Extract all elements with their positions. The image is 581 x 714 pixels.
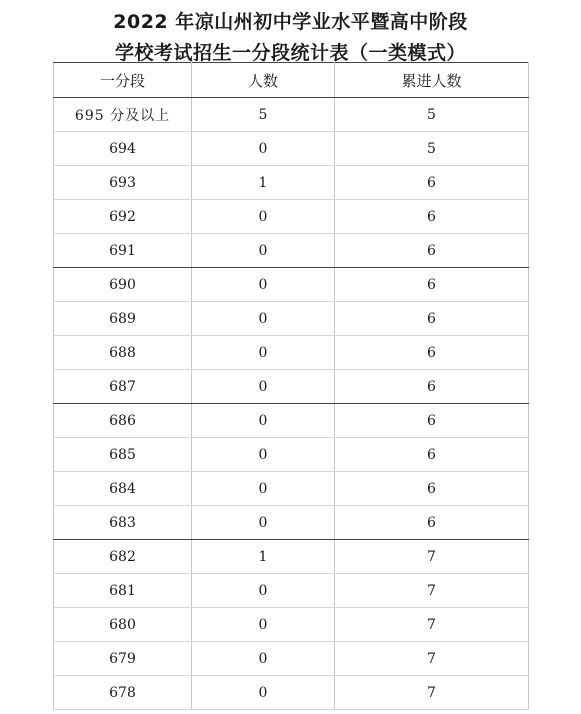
score-cell: 689 (54, 302, 192, 336)
document-title-line-2: 学校考试招生一分段统计表（一类模式） (114, 42, 466, 64)
table-row (54, 132, 529, 166)
table-row (54, 268, 529, 302)
count-cell: 0 (192, 472, 335, 506)
cumulative-cell: 6 (335, 438, 529, 472)
cumulative-cell: 5 (335, 132, 529, 166)
table-header-row (54, 63, 529, 98)
table-row (54, 234, 529, 268)
score-cell: 687 (54, 370, 192, 404)
cumulative-cell: 7 (335, 642, 529, 676)
score-cell: 694 (54, 132, 192, 166)
table-row (54, 200, 529, 234)
count-cell: 0 (192, 336, 335, 370)
cumulative-cell: 6 (335, 234, 529, 268)
score-cell: 686 (54, 404, 192, 438)
count-cell: 1 (192, 166, 335, 200)
score-distribution-table (53, 62, 529, 710)
table-row (54, 302, 529, 336)
cumulative-cell: 5 (335, 98, 529, 132)
score-cell: 680 (54, 608, 192, 642)
header-count: 人数 (192, 63, 335, 98)
table-row (54, 370, 529, 404)
header-score-segment: 一分段 (54, 63, 192, 98)
cumulative-cell: 6 (335, 302, 529, 336)
score-cell: 685 (54, 438, 192, 472)
table-row (54, 574, 529, 608)
count-cell: 0 (192, 234, 335, 268)
table-row (54, 676, 529, 710)
count-cell: 1 (192, 540, 335, 574)
count-cell: 0 (192, 200, 335, 234)
score-cell: 690 (54, 268, 192, 302)
count-cell: 0 (192, 438, 335, 472)
score-cell: 683 (54, 506, 192, 540)
count-cell: 0 (192, 302, 335, 336)
table-row (54, 608, 529, 642)
score-cell: 682 (54, 540, 192, 574)
count-cell: 0 (192, 506, 335, 540)
cumulative-cell: 7 (335, 574, 529, 608)
header-cumulative-count: 累进人数 (335, 63, 529, 98)
cumulative-cell: 6 (335, 404, 529, 438)
cumulative-cell: 6 (335, 166, 529, 200)
cumulative-cell: 6 (335, 336, 529, 370)
score-cell: 692 (54, 200, 192, 234)
count-cell: 0 (192, 370, 335, 404)
count-cell: 0 (192, 268, 335, 302)
cumulative-cell: 6 (335, 268, 529, 302)
count-cell: 0 (192, 608, 335, 642)
score-cell: 693 (54, 166, 192, 200)
cumulative-cell: 7 (335, 608, 529, 642)
table-row (54, 506, 529, 540)
table-row (54, 404, 529, 438)
count-cell: 0 (192, 642, 335, 676)
count-cell: 5 (192, 98, 335, 132)
score-cell: 679 (54, 642, 192, 676)
count-cell: 0 (192, 574, 335, 608)
cumulative-cell: 7 (335, 676, 529, 710)
table-row (54, 642, 529, 676)
score-cell: 695 分及以上 (54, 98, 192, 132)
score-cell: 691 (54, 234, 192, 268)
table-row (54, 540, 529, 574)
document-title-line-1: 2022 年凉山州初中学业水平暨高中阶段 (113, 11, 468, 33)
table-row (54, 438, 529, 472)
cumulative-cell: 7 (335, 540, 529, 574)
table-row (54, 98, 529, 132)
count-cell: 0 (192, 676, 335, 710)
cumulative-cell: 6 (335, 370, 529, 404)
score-cell: 684 (54, 472, 192, 506)
table-row (54, 166, 529, 200)
cumulative-cell: 6 (335, 472, 529, 506)
score-cell: 681 (54, 574, 192, 608)
count-cell: 0 (192, 404, 335, 438)
score-cell: 678 (54, 676, 192, 710)
table-row (54, 336, 529, 370)
score-cell: 688 (54, 336, 192, 370)
cumulative-cell: 6 (335, 506, 529, 540)
cumulative-cell: 6 (335, 200, 529, 234)
count-cell: 0 (192, 132, 335, 166)
table-row (54, 472, 529, 506)
